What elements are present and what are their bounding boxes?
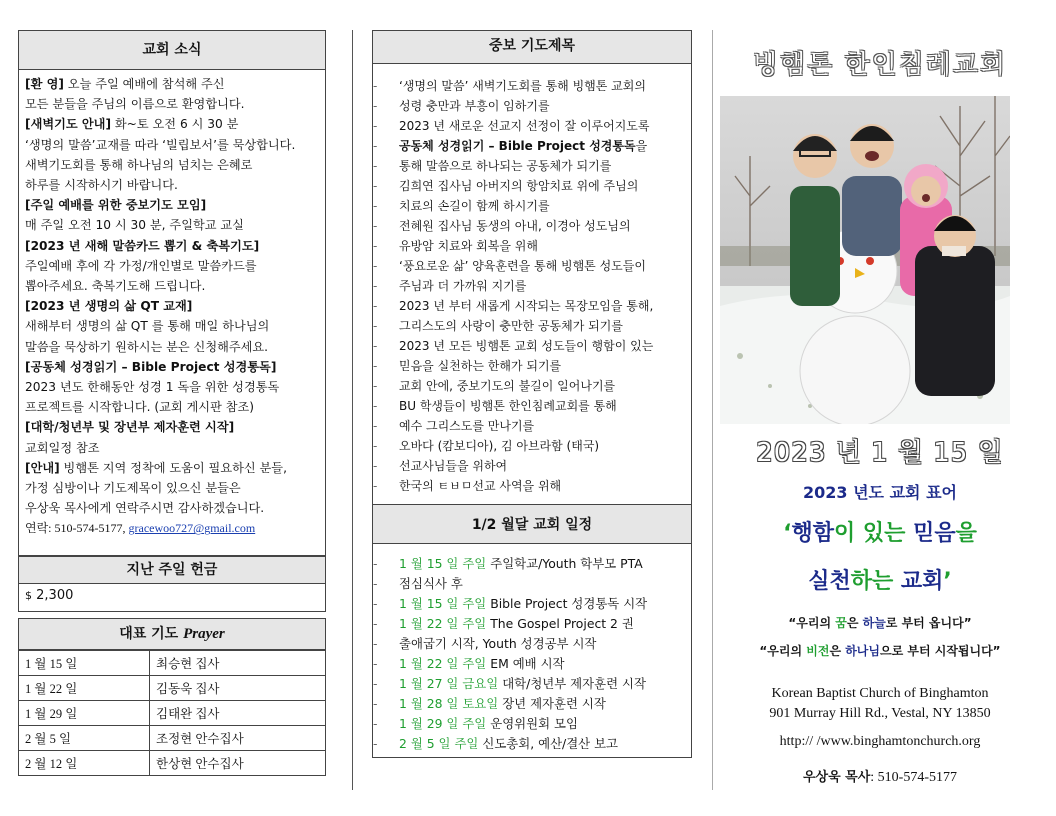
list-item <box>399 276 691 296</box>
contact-email-link[interactable]: gracewoo727@gmail.com <box>128 521 256 536</box>
list-item <box>399 476 691 496</box>
church-website[interactable]: http:// /www.binghamtonchurch.org <box>779 734 981 749</box>
prayer-topic-text: 예수 그리스도를 만나기를 <box>399 419 535 433</box>
list-item <box>399 76 691 96</box>
list-item <box>399 376 691 396</box>
news-text: 새해부터 생명의 삶 QT 를 통해 매일 하나님의 <box>25 319 270 334</box>
vision-word-heaven: 하늘 <box>862 616 886 630</box>
list-item <box>399 216 691 236</box>
contact-label: 연락: 510-574-5177, <box>25 521 129 536</box>
prayer-leaders-title: 대표 기도 <box>119 626 184 642</box>
church-name: 빙햄톤 한인침례교회 <box>752 50 1008 80</box>
intercession-title: 중보 기도제목 <box>488 38 576 54</box>
news-line <box>25 195 319 215</box>
prayer-date: 2 월 12 일 <box>19 751 150 776</box>
news-tag: [대학/청년부 및 장년부 제자훈련 시작] <box>25 420 235 435</box>
news-tag: [공동체 성경읽기 – Bible Project 성경통독] <box>25 359 277 374</box>
pastor-name: 우상욱 목사 <box>802 770 871 785</box>
vision-line-2 <box>720 642 1040 659</box>
news-line <box>25 215 319 235</box>
news-text: 하루를 시작하시기 바랍니다. <box>25 178 178 193</box>
schedule-item <box>399 714 691 734</box>
prayer-topic-text: BU 학생들이 빙햄톤 한인침례교회를 통해 <box>399 399 617 413</box>
list-item <box>399 236 691 256</box>
news-tag: [안내] <box>25 460 60 475</box>
schedule-date: 2 월 5 일 주일 <box>399 736 479 751</box>
motto-label: 2023 년도 교회 표어 <box>803 483 957 502</box>
news-text: 뽑아주세요. 축복기도해 드립니다. <box>25 279 206 294</box>
table-row <box>19 751 326 776</box>
news-text: 우상욱 목사에게 연락주시면 감사하겠습니다. <box>25 501 265 516</box>
schedule-item <box>399 734 691 754</box>
schedule-text: 출애굽기 시작, Youth 성경공부 시작 <box>399 636 597 651</box>
schedule-date: 1 월 28 일 토요일 <box>399 696 499 711</box>
motto-line-2 <box>720 564 1040 595</box>
table-row <box>19 701 326 726</box>
schedule-date: 1 월 22 일 주일 <box>399 616 487 631</box>
list-item <box>399 316 691 336</box>
news-line <box>25 296 319 316</box>
news-text: 모든 분들을 주님의 이름으로 환영합니다. <box>25 97 245 112</box>
prayer-topic-text: ‘생명의 말씀’ 새벽기도회를 통해 빙햄톤 교회의 <box>399 79 646 93</box>
schedule-text: 신도총회, 예산/결산 보고 <box>478 736 619 751</box>
motto-quote-close: ’ <box>943 569 952 594</box>
list-item <box>399 196 691 216</box>
list-item <box>399 416 691 436</box>
news-line <box>25 337 319 357</box>
schedule-text: Bible Project 성경통독 시작 <box>486 596 648 611</box>
news-tag: [환 영] <box>25 77 64 91</box>
prayer-topic-text: 전혜원 집사님 동생의 아내, 이경아 성도님의 <box>399 219 631 233</box>
vision-word-god: 하나님 <box>845 644 880 658</box>
prayer-leaders-header <box>18 618 326 650</box>
table-row <box>19 726 326 751</box>
news-line <box>25 417 319 437</box>
news-header <box>18 30 326 70</box>
schedule-text: 점심식사 후 <box>399 576 463 591</box>
offering-header <box>18 556 326 584</box>
vision-line-1 <box>720 614 1040 631</box>
news-text: 새벽기도회를 통해 하나님의 넘치는 은혜로 <box>25 157 253 172</box>
prayer-topic-text: 그리스도의 사랑이 충만한 공동체가 되기를 <box>399 319 623 333</box>
news-text: 화~토 오전 6 시 30 분 <box>111 117 239 132</box>
intercession-header <box>372 30 692 64</box>
news-text: 빙햄톤 지역 정착에 도움이 필요하신 분들, <box>59 460 287 475</box>
list-item <box>399 396 691 416</box>
schedule-date: 1 월 15 일 주일 <box>399 596 487 611</box>
prayer-topic-text: 유방암 치료와 회복을 위해 <box>399 239 538 253</box>
news-text: 교회일정 참조 <box>25 440 100 455</box>
prayer-leaders-title-en: Prayer <box>183 626 225 642</box>
motto-text: 이 있는 <box>834 521 914 546</box>
list-item <box>399 296 691 316</box>
schedule-item <box>399 554 691 574</box>
motto-word-deeds: 행함 <box>791 521 834 546</box>
list-item <box>399 436 691 456</box>
schedule-item <box>399 594 691 614</box>
news-text: 말씀을 묵상하기 원하시는 분은 신청해주세요. <box>25 339 269 354</box>
contact-line <box>25 518 319 538</box>
church-address-block <box>720 684 1040 724</box>
prayer-topic-text: 한국의 ㅌㅂㅁ선교 사역을 위해 <box>399 479 562 493</box>
list-item <box>399 116 691 136</box>
list-item <box>399 156 691 176</box>
motto-text: 을 <box>955 521 977 546</box>
news-text: 2023 년도 한해동안 성경 1 독을 위한 성경통독 <box>25 380 280 395</box>
pastor-contact <box>720 766 1040 786</box>
news-text: 프로젝트를 시작합니다. (교회 게시판 참조) <box>25 400 255 415</box>
schedule-date: 1 월 27 일 금요일 <box>399 676 499 691</box>
prayer-date: 1 월 22 일 <box>19 676 150 701</box>
news-line <box>25 135 319 155</box>
news-line <box>25 397 319 417</box>
prayer-topic-text: 오바다 (캄보디아), 김 아브라함 (태국) <box>399 439 600 453</box>
news-line <box>25 256 319 276</box>
news-line <box>25 276 319 296</box>
news-text: 매 주일 오전 10 시 30 분, 주일학교 교실 <box>25 218 244 233</box>
news-text: 가정 심방이나 기도제목이 있으신 분들은 <box>25 481 241 496</box>
news-line <box>25 74 319 94</box>
prayer-topic-text: 믿음을 실천하는 한해가 되기를 <box>399 359 562 373</box>
news-line <box>25 94 319 114</box>
news-body <box>18 70 326 556</box>
schedule-text: 주일학교/Youth 학부모 PTA <box>486 556 643 571</box>
schedule-body <box>372 544 692 758</box>
list-item <box>399 456 691 476</box>
prayer-date: 1 월 15 일 <box>19 651 150 676</box>
schedule-date: 1 월 22 일 주일 <box>399 656 487 671</box>
table-row <box>19 676 326 701</box>
schedule-text: 대학/청년부 제자훈련 시작 <box>498 676 646 691</box>
intercession-body <box>372 64 692 504</box>
motto-word-faith: 믿음 <box>913 521 956 546</box>
news-line <box>25 458 319 478</box>
prayer-topic-text: 성령 충만과 부흥이 임하기를 <box>399 99 550 113</box>
vision-word-vision: 비전 <box>806 644 830 658</box>
news-line <box>25 478 319 498</box>
news-line <box>25 175 319 195</box>
list-item <box>399 176 691 196</box>
news-text: ‘생명의 말씀’교재를 따라 ‘빌립보서’를 묵상합니다. <box>25 137 296 152</box>
prayer-date: 1 월 29 일 <box>19 701 150 726</box>
schedule-title: 1/2 월달 교회 일정 <box>471 517 593 533</box>
list-item <box>399 96 691 116</box>
offering-title: 지난 주일 헌금 <box>126 562 218 578</box>
prayer-topic-text: 교회 안에, 중보기도의 불길이 일어나기를 <box>399 379 616 393</box>
schedule-text: 운영위원회 모임 <box>486 716 578 731</box>
schedule-date: 1 월 15 일 주일 <box>399 556 487 571</box>
news-title: 교회 소식 <box>142 42 202 58</box>
prayer-topic-text: 치료의 손길이 함께 하시기를 <box>399 199 550 213</box>
news-tag: [주일 예배를 위한 중보기도 모임] <box>25 198 207 213</box>
motto-word-practice: 실천 <box>808 569 851 594</box>
news-line <box>25 155 319 175</box>
prayer-topic-text: 2023 년 새로운 선교지 선정이 잘 이루어지도록 <box>399 119 650 133</box>
vision-text: 은 <box>829 644 846 658</box>
schedule-item <box>399 614 691 634</box>
vision-word-dream: 꿈 <box>835 616 847 630</box>
motto-word-church: 교회 <box>900 569 944 594</box>
offering-amount <box>18 584 326 612</box>
vision-text: 로 부터 옵니다” <box>885 616 972 630</box>
news-tag: [새벽기도 안내] <box>25 117 112 132</box>
prayer-topic-text: 주님과 더 가까워 지기를 <box>399 279 527 293</box>
schedule-text: The Gospel Project 2 권 <box>486 616 634 631</box>
news-line <box>25 438 319 458</box>
pastor-phone: : 510-574-5177 <box>870 770 958 785</box>
prayer-topic-text: 2023 년 모든 빙햄톤 교회 성도들이 행함이 있는 <box>399 339 654 353</box>
schedule-item <box>399 674 691 694</box>
prayer-leader-name: 최승현 집사 <box>150 651 326 676</box>
column-divider-2 <box>712 30 713 790</box>
schedule-date: 1 월 29 일 주일 <box>399 716 487 731</box>
prayer-leader-name: 김동욱 집사 <box>150 676 326 701</box>
prayer-leaders-table-wrap <box>18 650 326 776</box>
schedule-item <box>399 634 691 654</box>
prayer-topic-text: 선교사님들을 위하여 <box>399 459 508 473</box>
list-item <box>399 356 691 376</box>
news-line <box>25 357 319 377</box>
schedule-text: EM 예배 시작 <box>486 656 565 671</box>
table-row <box>19 651 326 676</box>
news-line <box>25 498 319 518</box>
vision-text: 은 <box>846 616 863 630</box>
prayer-topic-bold: 공동체 성경읽기 – Bible Project 성경통독 <box>399 139 636 153</box>
vision-text: 으로 부터 시작됩니다” <box>880 644 1001 658</box>
cover-photo <box>720 96 1010 424</box>
prayer-leader-name: 조정현 안수집사 <box>150 726 326 751</box>
news-tag: [2023 년 새해 말씀카드 뽑기 & 축복기도] <box>25 238 260 253</box>
schedule-item <box>399 654 691 674</box>
motto-line-1 <box>720 516 1040 547</box>
church-address: 901 Murray Hill Rd., Vestal, NY 13850 <box>769 706 991 721</box>
news-line <box>25 114 319 134</box>
column-divider <box>352 30 353 790</box>
news-tag: [2023 년 생명의 삶 QT 교재] <box>25 299 193 314</box>
schedule-text: 장년 제자훈련 시작 <box>498 696 606 711</box>
motto-text: 하는 <box>850 569 901 594</box>
news-text: 오늘 주일 예배에 참석해 주신 <box>63 77 225 91</box>
motto-quote-open: ‘ <box>783 521 792 546</box>
bulletin-date: 2023 년 1 월 15 일 <box>756 438 1004 468</box>
news-line <box>25 316 319 336</box>
prayer-leader-name: 한상현 안수집사 <box>150 751 326 776</box>
news-line <box>25 377 319 397</box>
news-text: 주일예배 후에 각 가정/개인별로 말씀카드를 <box>25 258 257 273</box>
list-item <box>399 136 691 156</box>
prayer-topic-text: 2023 년 부터 새롭게 시작되는 목장모임을 통해, <box>399 299 654 313</box>
vision-text: “우리의 <box>759 644 807 658</box>
schedule-item <box>399 574 691 594</box>
currency-symbol: $ <box>25 589 32 602</box>
prayer-topic-text: 을 <box>635 139 648 153</box>
prayer-topic-text: 통해 말씀으로 하나되는 공동체가 되기를 <box>399 159 612 173</box>
schedule-header <box>372 504 692 544</box>
schedule-item <box>399 694 691 714</box>
prayer-topic-text: ‘풍요로운 삶’ 양육훈련을 통해 빙햄톤 성도들이 <box>399 259 646 273</box>
list-item <box>399 336 691 356</box>
prayer-topic-text: 김희연 집사님 아버지의 항암치료 위에 주님의 <box>399 179 639 193</box>
offering-value: 2,300 <box>36 588 74 603</box>
list-item <box>399 256 691 276</box>
prayer-leaders-table <box>18 650 326 776</box>
prayer-leader-name: 김태완 집사 <box>150 701 326 726</box>
vision-text: “우리의 <box>788 616 836 630</box>
prayer-date: 2 월 5 일 <box>19 726 150 751</box>
news-line <box>25 236 319 256</box>
church-name-en: Korean Baptist Church of Binghamton <box>771 686 989 701</box>
